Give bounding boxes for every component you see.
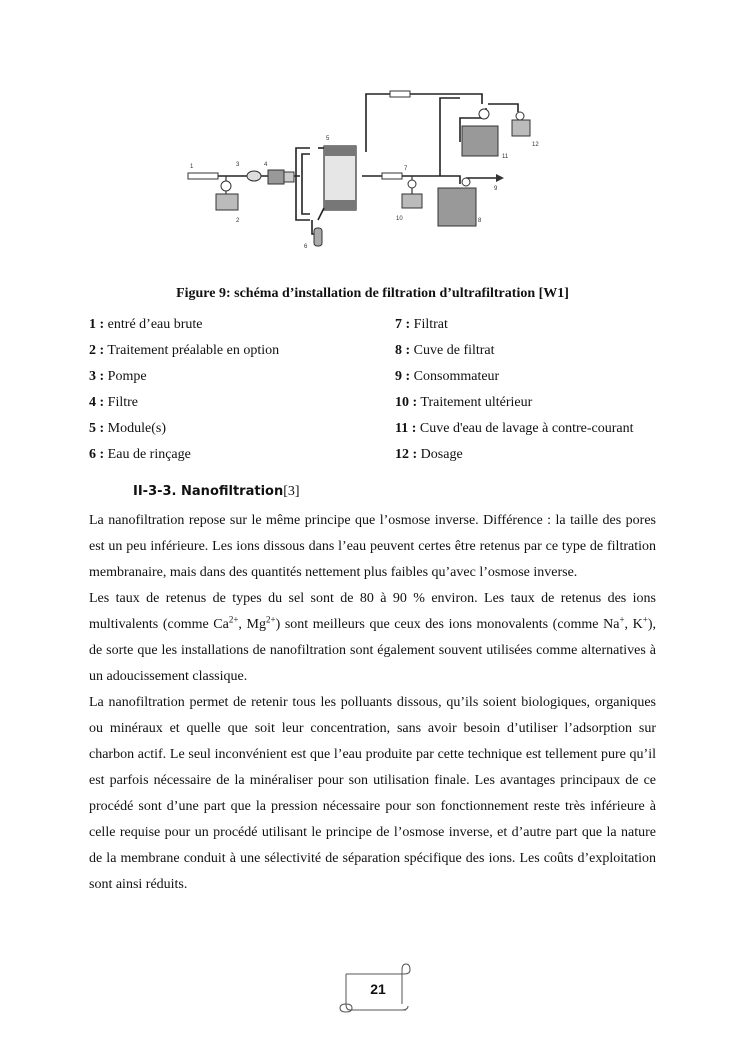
dosage-pipe bbox=[488, 104, 518, 112]
inlet-valve bbox=[188, 173, 218, 179]
diagram-label: 12 bbox=[532, 142, 539, 148]
diagram-label: 1 bbox=[190, 164, 194, 170]
legend-number: 9 : bbox=[395, 369, 411, 384]
legend-item bbox=[89, 316, 279, 342]
legend-item bbox=[395, 316, 633, 342]
diagram-label: 2 bbox=[236, 218, 240, 224]
legend-text: Traitement ultérieur bbox=[417, 395, 533, 410]
rinse-tank bbox=[314, 228, 322, 246]
superscript: 2+ bbox=[265, 614, 276, 625]
legend-text: Filtre bbox=[104, 395, 139, 410]
legend-text: Eau de rinçage bbox=[104, 447, 191, 462]
pretreatment-box bbox=[216, 194, 238, 210]
legend-text: Consommateur bbox=[410, 369, 500, 384]
post-treatment-box bbox=[402, 194, 422, 208]
module-frame-left bbox=[296, 148, 310, 220]
diagram-label: 7 bbox=[404, 166, 408, 172]
legend-item bbox=[395, 446, 633, 472]
superscript: + bbox=[642, 614, 648, 625]
legend-text: Traitement préalable en option bbox=[104, 343, 280, 358]
legend-text: Pompe bbox=[104, 369, 147, 384]
legend-text: Module(s) bbox=[104, 421, 166, 436]
paragraph-1: La nanofiltration repose sur le même principe que l’osmose inverse. Différence : la taille des pores est un peu inférieure. Les ions dissous dans l’eau peuvent certes être retenus par ce type de filtration membranaire, mais dans des quantités nettement plus faibles qu’avec l’osmose inverse. bbox=[89, 513, 656, 580]
legend-number: 7 : bbox=[395, 317, 411, 332]
legend-text: Filtrat bbox=[410, 317, 448, 332]
legend-text: Cuve de filtrat bbox=[410, 343, 495, 358]
text-run: , K bbox=[624, 617, 643, 632]
legend-text: entré d’eau brute bbox=[104, 317, 203, 332]
legend-number: 4 : bbox=[89, 395, 105, 410]
legend-text: Dosage bbox=[417, 447, 463, 462]
legend-number: 3 : bbox=[89, 369, 105, 384]
legend-item bbox=[395, 368, 633, 394]
section-heading bbox=[133, 484, 300, 500]
legend-item bbox=[89, 420, 279, 446]
legend-number: 8 : bbox=[395, 343, 411, 358]
diagram-label: 3 bbox=[236, 162, 240, 168]
diagram-label: 6 bbox=[304, 244, 308, 250]
section-number: II-3-3. bbox=[133, 484, 182, 499]
diagram-svg bbox=[170, 72, 590, 272]
legend-number: 1 : bbox=[89, 317, 105, 332]
legend-right-column bbox=[395, 316, 633, 472]
legend-item bbox=[395, 394, 633, 420]
ultrafiltration-diagram bbox=[170, 72, 590, 272]
diagram-label: 10 bbox=[396, 216, 403, 222]
legend-item bbox=[89, 342, 279, 368]
filtrate-valve bbox=[382, 173, 402, 179]
filtrate-tank bbox=[438, 188, 476, 226]
legend-text: Cuve d'eau de lavage à contre-courant bbox=[416, 421, 634, 436]
diagram-label: 4 bbox=[264, 162, 268, 168]
text-run: ) sont meilleurs que ceux des ions monovalents (comme Na bbox=[275, 617, 620, 632]
dosage-box bbox=[512, 120, 530, 136]
figure-caption: Figure 9: schéma d’installation de filtration d’ultrafiltration [W1] bbox=[176, 286, 569, 301]
legend-item bbox=[395, 342, 633, 368]
legend-item bbox=[395, 420, 633, 446]
diagram-label: 11 bbox=[502, 154, 509, 160]
page-number: 21 bbox=[370, 981, 386, 997]
body-text bbox=[89, 508, 656, 898]
legend-number: 10 : bbox=[395, 395, 418, 410]
paragraph-2 bbox=[89, 586, 656, 690]
section-reference: [3] bbox=[283, 484, 300, 499]
pump bbox=[247, 171, 261, 181]
backwash-tank bbox=[462, 126, 498, 156]
legend-item bbox=[89, 368, 279, 394]
text-run: , Mg bbox=[238, 617, 266, 632]
superscript: + bbox=[619, 614, 625, 625]
text-run: Les taux de retenus de types du sel sont de 80 à 90 % environ. Les taux de retenus des ions multivalents (comme Ca bbox=[89, 591, 656, 632]
legend-number: 6 : bbox=[89, 447, 105, 462]
legend-item bbox=[89, 446, 279, 472]
riser-pipe bbox=[440, 98, 460, 176]
legend-number: 11 : bbox=[395, 421, 417, 436]
filter bbox=[268, 170, 284, 184]
diagram-label: 9 bbox=[494, 186, 498, 192]
legend-number: 2 : bbox=[89, 343, 105, 358]
text-run: ), de sorte que les installations de nanofiltration sont également souvent utilisées comme alternatives à un adoucissement classique. bbox=[89, 617, 656, 684]
diagram-label: 8 bbox=[478, 218, 482, 224]
legend-number: 12 : bbox=[395, 447, 418, 462]
legend-item bbox=[89, 394, 279, 420]
paragraph-3: La nanofiltration permet de retenir tous les polluants dissous, qu’ils soient biologiques, organiques ou minéraux et quelle que soit leur concentration, sans avoir besoin d’utiliser l’adsorption sur charbon actif. Le seul inconvénient est que l’eau produite par cette technique est tellement pure qu’il est parfois nécessaire de la minéraliser pour son utilisation finale. Les avantages principaux de ce procédé sont d’une part que la pression nécessaire pour son fonctionnement reste très inférieure à celle requise pour un procédé utilisant le principe de l’osmose inverse, et d’autre part que la nature de la membrane conduit à une sélectivité de séparation spécifique des ions. Les coûts d’exploitation sont ainsi réduits. bbox=[89, 695, 656, 892]
section-title: Nanofiltration bbox=[181, 484, 284, 499]
superscript: 2+ bbox=[228, 614, 239, 625]
legend-left-column bbox=[89, 316, 279, 472]
tank8-pipe bbox=[440, 176, 460, 184]
diagram-label: 5 bbox=[326, 136, 330, 142]
legend-number: 5 : bbox=[89, 421, 105, 436]
